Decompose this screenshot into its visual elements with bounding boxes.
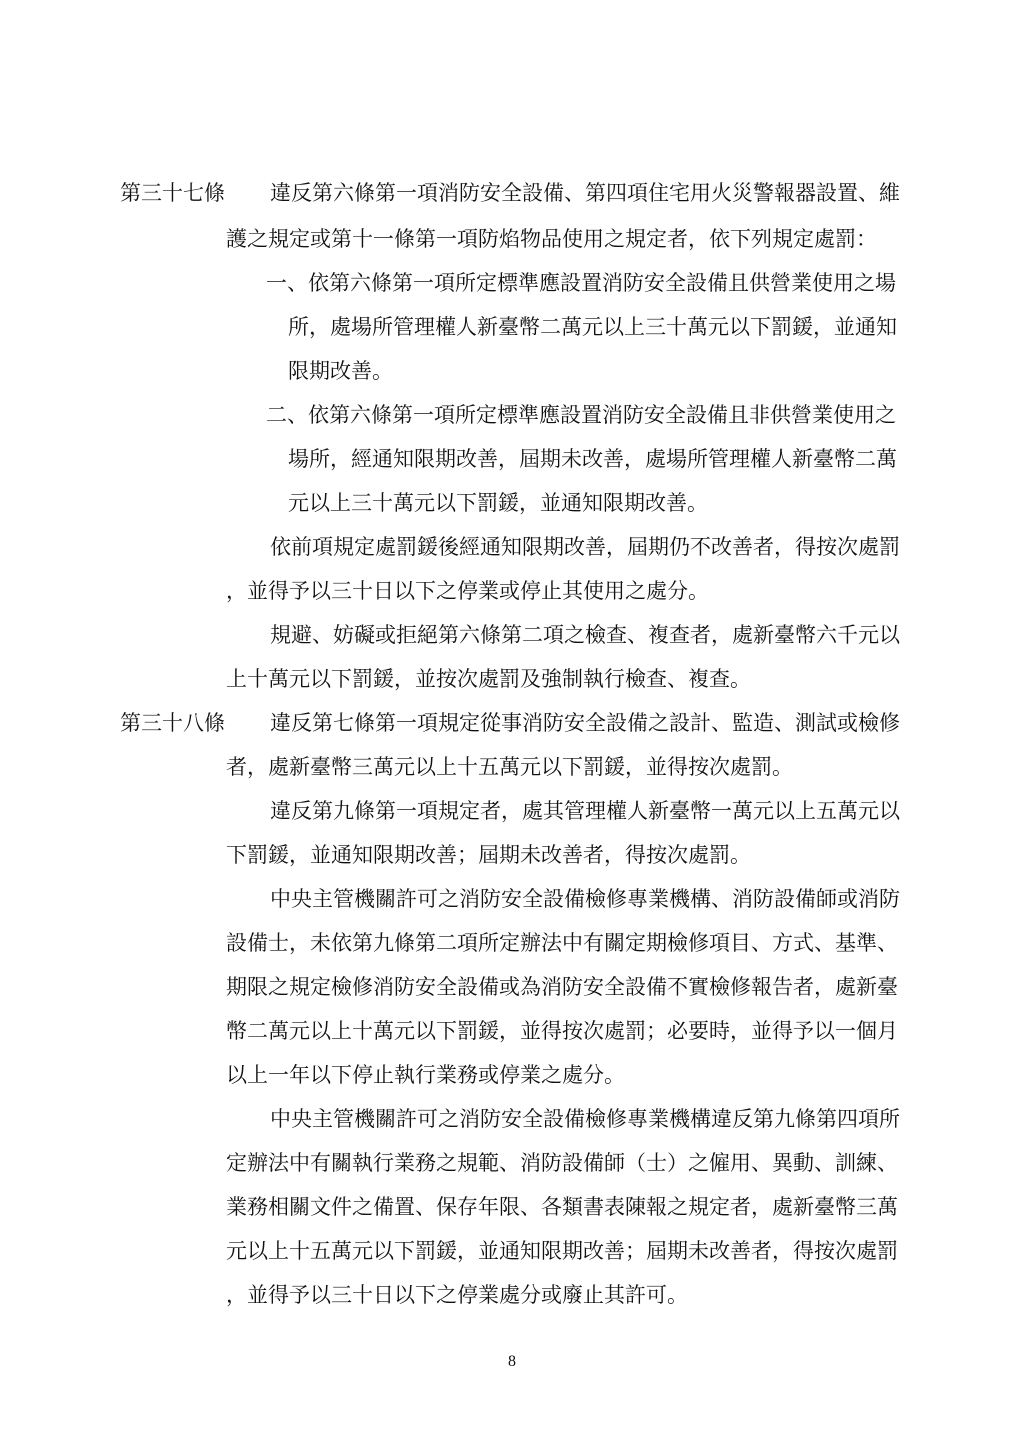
article-38-label: 第三十八條 [120,711,225,735]
article-38-paragraph-4-line-4: 元以上十五萬元以下罰鍰，並通知限期改善；屆期未改善者，得按次處罰 [226,1239,898,1263]
article-38-paragraph-4-line-5: ，並得予以三十日以下之停業處分或廢止其許可。 [226,1283,688,1307]
article-38-line-1: 違反第七條第一項規定從事消防安全設備之設計、監造、測試或檢修 [270,711,900,735]
article-38-paragraph-3-line-1: 中央主管機關許可之消防安全設備檢修專業機構、消防設備師或消防 [270,887,900,911]
article-38-paragraph-2-line-1: 違反第九條第一項規定者，處其管理權人新臺幣一萬元以上五萬元以 [270,799,900,823]
article-37-label: 第三十七條 [120,181,225,205]
article-37-line-1: 違反第六條第一項消防安全設備、第四項住宅用火災警報器設置、維 [270,181,900,205]
article-38-line-2: 者，處新臺幣三萬元以上十五萬元以下罰鍰，並得按次處罰。 [226,755,793,779]
article-37-line-2: 護之規定或第十一條第一項防焰物品使用之規定者，依下列規定處罰： [226,227,877,251]
article-37-paragraph-2-line-1: 依前項規定處罰鍰後經通知限期改善，屆期仍不改善者，得按次處罰 [270,535,900,559]
article-37-item-2-line-3: 元以上三十萬元以下罰鍰，並通知限期改善。 [288,491,708,515]
article-37-paragraph-3-line-2: 上十萬元以下罰鍰，並按次處罰及強制執行檢查、複查。 [226,667,751,691]
article-37-item-1-line-1: 一、依第六條第一項所定標準應設置消防安全設備且供營業使用之場 [266,271,896,295]
article-37-item-2-line-1: 二、依第六條第一項所定標準應設置消防安全設備且非供營業使用之 [266,403,896,427]
article-37-item-1-line-2: 所，處場所管理權人新臺幣二萬元以上三十萬元以下罰鍰，並通知 [288,315,897,339]
page-number: 8 [508,1353,516,1370]
article-37-paragraph-2-line-2: ，並得予以三十日以下之停業或停止其使用之處分。 [226,579,709,603]
article-38-paragraph-3-line-3: 期限之規定檢修消防安全設備或為消防安全設備不實檢修報告者，處新臺 [226,975,898,999]
article-38-paragraph-4-line-2: 定辦法中有關執行業務之規範、消防設備師（士）之僱用、異動、訓練、 [226,1151,898,1175]
article-38-paragraph-4-line-1: 中央主管機關許可之消防安全設備檢修專業機構違反第九條第四項所 [270,1107,900,1131]
article-38-paragraph-4-line-3: 業務相關文件之備置、保存年限、各類書表陳報之規定者，處新臺幣三萬 [226,1195,898,1219]
article-37-item-1-line-3: 限期改善。 [288,359,393,383]
article-38-paragraph-3-line-4: 幣二萬元以上十萬元以下罰鍰，並得按次處罰；必要時，並得予以一個月 [226,1019,898,1043]
article-38-paragraph-2-line-2: 下罰鍰，並通知限期改善；屆期未改善者，得按次處罰。 [226,843,751,867]
article-38-paragraph-3-line-5: 以上一年以下停止執行業務或停業之處分。 [226,1063,625,1087]
article-37-paragraph-3-line-1: 規避、妨礙或拒絕第六條第二項之檢查、複查者，處新臺幣六千元以 [270,623,900,647]
article-38-paragraph-3-line-2: 設備士，未依第九條第二項所定辦法中有關定期檢修項目、方式、基準、 [226,931,898,955]
article-37-item-2-line-2: 場所，經通知限期改善，屆期未改善，處場所管理權人新臺幣二萬 [288,447,897,471]
